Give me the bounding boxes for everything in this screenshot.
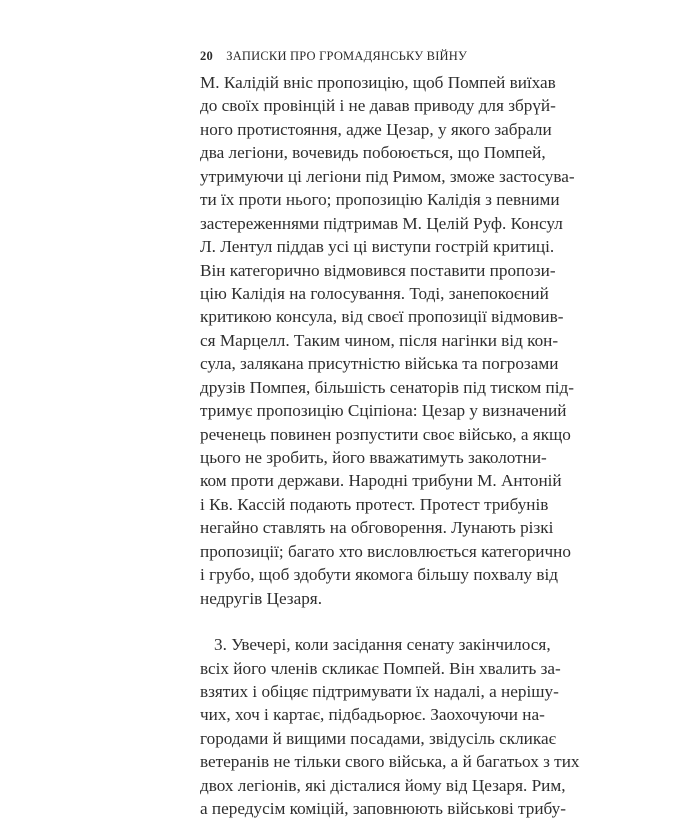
running-head (200, 49, 467, 64)
page-number: 20 (200, 49, 213, 63)
text-line: всіх його членів скликає Помпей. Він хвалить за- (200, 658, 561, 678)
text-line: два легіони, вочевидь побоюється, що Помпей, (200, 143, 546, 163)
text-line: критикою консула, від своєї пропозиції відмовив- (200, 307, 564, 327)
text-line: застереженнями підтримав М. Целій Руф. Консул (200, 213, 563, 233)
running-head-title: ЗАПИСКИ ПРО ГРОМАДЯНСЬКУ ВІЙНУ (226, 49, 468, 63)
text-line: Л. Лентул піддав усі ці виступи гострій критиці. (200, 237, 555, 257)
text-line: двох легіонів, які дісталися йому від Цезаря. Рим, (200, 775, 566, 795)
text-line: ся Марцелл. Таким чином, після нагінки від кон- (200, 330, 559, 350)
text-line: цію Калідія на голосування. Тоді, занепокоєний (200, 283, 549, 303)
text-line: друзів Помпея, більшість сенаторів під тиском під- (200, 377, 575, 397)
text-line: ного протистояння, адже Цезар, у якого забрали (200, 119, 552, 139)
paragraph-1 (200, 71, 575, 610)
body-text (200, 71, 580, 821)
text-line: взятих і обіцяє підтримувати їх надалі, а нерішу- (200, 681, 559, 701)
text-line: і грубо, щоб здобути якомога більшу похвалу від (200, 565, 559, 585)
paragraph-gap (200, 610, 518, 633)
text-line: і Кв. Кассій подають протест. Протест трибунів (200, 494, 549, 514)
text-line: до своїх провінцій і не давав приводу для збрүй- (200, 96, 556, 116)
paragraph-2 (200, 633, 580, 821)
text-line: сула, залякана присутністю війська та погрозами (200, 354, 559, 374)
text-line: а передусім коміцій, заповнюють військові трибу- (200, 799, 566, 819)
text-line: реченець повинен розпустити своє військо, а якщо (200, 424, 571, 444)
text-line: утримуючи ці легіони під Римом, зможе застосува- (200, 166, 575, 186)
text-line: цього не зробить, його вважатимуть заколотни- (200, 448, 547, 467)
text-line: ветеранів не тільки свого війська, а й багатьох з тих (200, 752, 580, 772)
text-line: пропозиції; багато хто висловлюється категорично (200, 541, 571, 561)
text-line: недругів Цезаря. (200, 588, 323, 608)
text-line: чих, хоч і картає, підбадьорює. Заохочуючи на- (200, 705, 545, 725)
text-line: М. Калідій вніс пропозицію, щоб Помпей виїхав (200, 73, 556, 92)
text-line: 3. Увечері, коли засідання сенату закінчилося, (214, 635, 551, 655)
text-line: негайно ставлять на обговорення. Лунають різкі (200, 518, 554, 538)
text-line: ти їх проти нього; пропозицію Калідія з певними (200, 190, 560, 210)
text-line: ком проти держави. Народні трибуни М. Антоній (200, 471, 562, 491)
text-line: тримує пропозицію Сціпіона: Цезар у визначений (200, 401, 567, 421)
text-line: Він категорично відмовився поставити пропози- (200, 260, 556, 280)
text-line: городами й вищими посадами, звідусіль скликає (200, 728, 556, 748)
